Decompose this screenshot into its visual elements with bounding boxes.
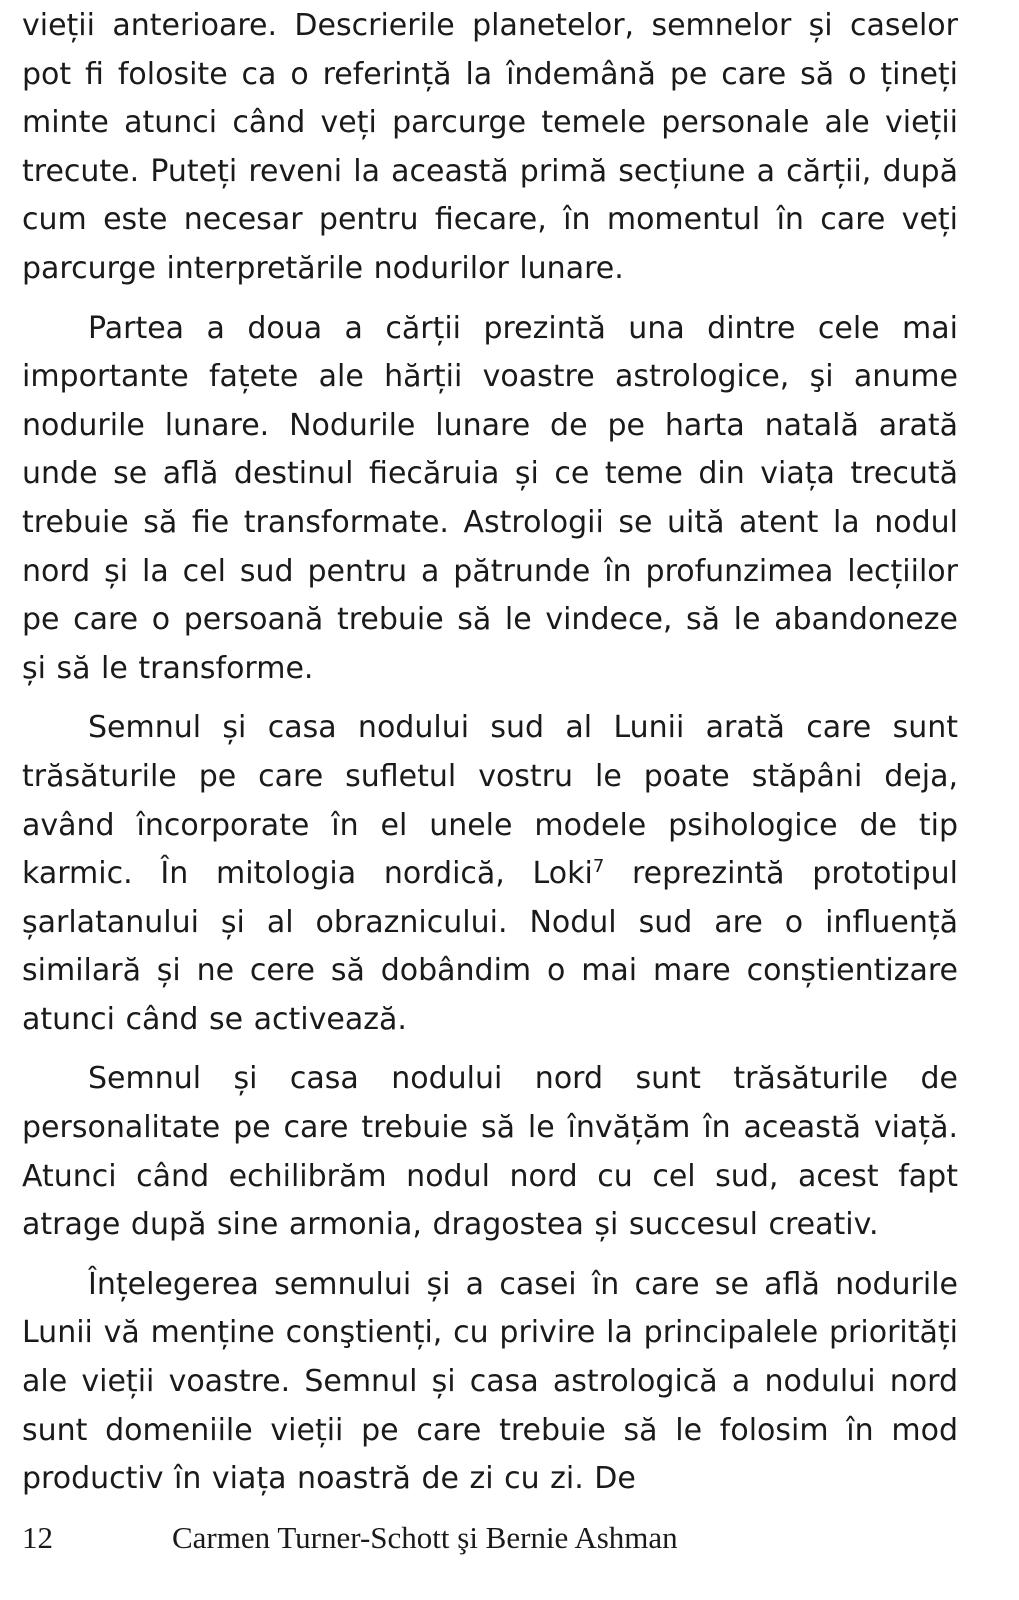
paragraph-3: [22, 704, 958, 1044]
footnote-ref[interactable]: 7: [592, 856, 605, 878]
page-footer: [22, 1513, 958, 1563]
paragraph-5: Înțelegerea semnului și a casei în care se află nodurile Lunii vă menține conştienți, cu privire la principalele priorități ale vieții voastre. Semnul și casa astrologică a nodului nord sunt domeniile vieții pe care trebuie să le folosim în mod productiv în viața noastră de zi cu zi. De: [22, 1266, 958, 1497]
running-title: Carmen Turner-Schott şi Bernie Ashman: [172, 1520, 678, 1555]
page-number: 12: [22, 1520, 53, 1555]
paragraph-2: Partea a doua a cărții prezintă una dintre cele mai importante fațete ale hărții voastre astrologice, şi anume nodurile lunare. Nodurile lunare de pe harta natală arată unde se află destinul fiecăruia și ce teme din viața trecută trebuie să fie transformate. Astrologii se uită atent la nodul nord și la cel sud pentru a pătrunde în profunzimea lecțiilor pe care o persoană trebuie să le vindece, să le abandoneze și să le transforme.: [22, 310, 958, 686]
paragraph-4: Semnul și casa nodului nord sunt trăsăturile de personalitate pe care trebuie să le învățăm în această viață. Atunci când echilibrăm nodul nord cu cel sud, acest fapt atrage după sine armonia, dragostea și succesul creativ.: [22, 1061, 958, 1243]
paragraph-1: vieții anterioare. Descrierile planetelor, semnelor și caselor pot fi folosite ca o referință la îndemână pe care să o țineți minte atunci când veți parcurge temele personale ale vieții trecute. Puteți reveni la această primă secțiune a cărții, după cum este necesar pentru fiecare, în momentul în care veți parcurge interpretările nodurilor lunare.: [22, 8, 958, 286]
paragraph-3-text-before: Semnul și casa nodului sud al Lunii arată care sunt trăsăturile pe care sufletul vostru le poate stăpâni deja, având încorporate în el unele modele psihologice de tip karmic. În mitologia nordică, Loki: [22, 710, 958, 892]
paragraph-3-text-after: reprezintă prototipul șarlatanului și al obraznicului. Nodul sud are o influență similară și ne cere să dobândim o mai mare conștientizare atunci când se activează.: [22, 856, 958, 1037]
page-body: [22, 2, 958, 1504]
